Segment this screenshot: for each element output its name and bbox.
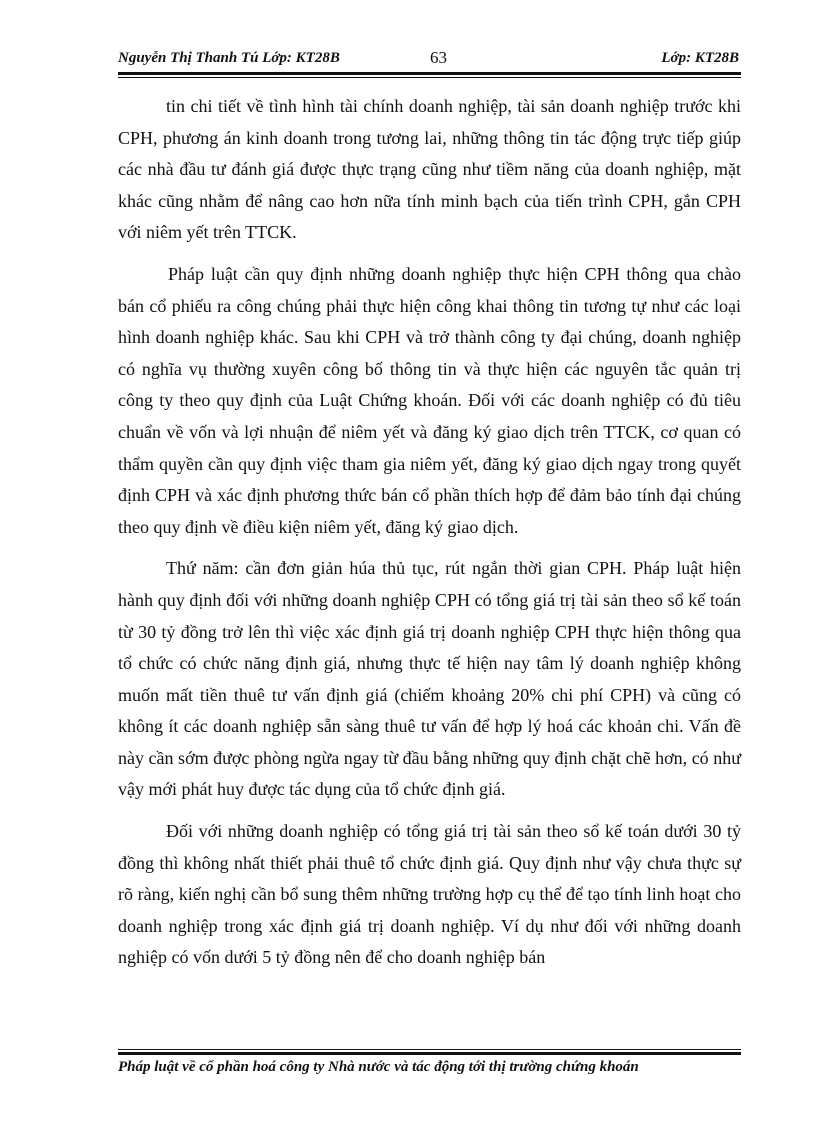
- header-author-class: Nguyễn Thị Thanh Tú Lớp: KT28B: [118, 50, 340, 66]
- paragraph-3: Thứ năm: cần đơn giản húa thủ tục, rút ngắn thời gian CPH. Pháp luật hiện hành quy định đối với những doanh nghiệp CPH có tổng giá trị tài sản theo sổ kế toán từ 30 tỷ đồng trở lên thì việc xác định giá trị doanh nghiệp CPH thực hiện thông qua tổ chức có chức năng định giá, nhưng thực tế hiện nay tâm lý doanh nghiệp không muốn mất tiền thuê tư vấn định giá (chiếm khoảng 20% chi phí CPH) và cũng có không ít các doanh nghiệp sẵn sàng thuê tư vấn để hợp lý hoá các khoản chi. Vấn đề này cần sớm được phòng ngừa ngay từ đầu bằng những quy định chặt chẽ hơn, có như vậy mới phát huy được tác dụng của tổ chức định giá.: [118, 558, 741, 800]
- paragraph-1: tin chi tiết về tình hình tài chính doanh nghiệp, tài sản doanh nghiệp trước khi CPH, phương án kinh doanh trong tương lai, những thông tin tác động trực tiếp giúp các nhà đầu tư đánh giá được thực trạng cũng như tiềm năng của doanh nghiệp, mặt khác cũng nhằm để nâng cao hơn nữa tính minh bạch của tiến trình CPH, gắn CPH với niêm yết trên TTCK.: [118, 96, 741, 243]
- page-header: [118, 46, 741, 72]
- paragraph-4: Đối với những doanh nghiệp có tổng giá trị tài sản theo sổ kế toán dưới 30 tỷ đồng thì không nhất thiết phải thuê tổ chức định giá. Quy định như vậy chưa thực sự rõ ràng, kiến nghị cần bổ sung thêm những trường hợp cụ thể để tạo tính linh hoạt cho doanh nghiệp trong xác định giá trị doanh nghiệp. Ví dụ như đối với những doanh nghiệp có vốn dưới 5 tỷ đồng nên để cho doanh nghiệp bán: [118, 821, 741, 968]
- header-rule-thick: [118, 72, 741, 75]
- footer-rule-thin: [118, 1049, 741, 1050]
- page-footer: Pháp luật về cổ phần hoá công ty Nhà nước và tác động tới thị trường chứng khoán: [118, 1059, 639, 1075]
- header-rule-thin: [118, 77, 741, 78]
- page-number: 63: [430, 48, 447, 67]
- paragraph-2: Pháp luật cần quy định những doanh nghiệp thực hiện CPH thông qua chào bán cổ phiếu ra công chúng phải thực hiện công khai thông tin tương tự như các loại hình doanh nghiệp khác. Sau khi CPH và trở thành công ty đại chúng, doanh nghiệp có nghĩa vụ thường xuyên công bố thông tin và thực hiện các nguyên tắc quản trị công ty theo quy định của Luật Chứng khoán. Đối với các doanh nghiệp có đủ tiêu chuẩn về vốn và lợi nhuận để niêm yết và đăng ký giao dịch trên TTCK, cơ quan có thẩm quyền cần quy định việc tham gia niêm yết, đăng ký giao dịch ngay trong quyết định CPH và xác định phương thức bán cổ phần thích hợp để đảm bảo tính đại chúng theo quy định về điều kiện niêm yết, đăng ký giao dịch.: [118, 263, 741, 537]
- header-class: Lớp: KT28B: [661, 50, 739, 66]
- document-body: [118, 91, 741, 974]
- footer-rule-thick: [118, 1052, 741, 1055]
